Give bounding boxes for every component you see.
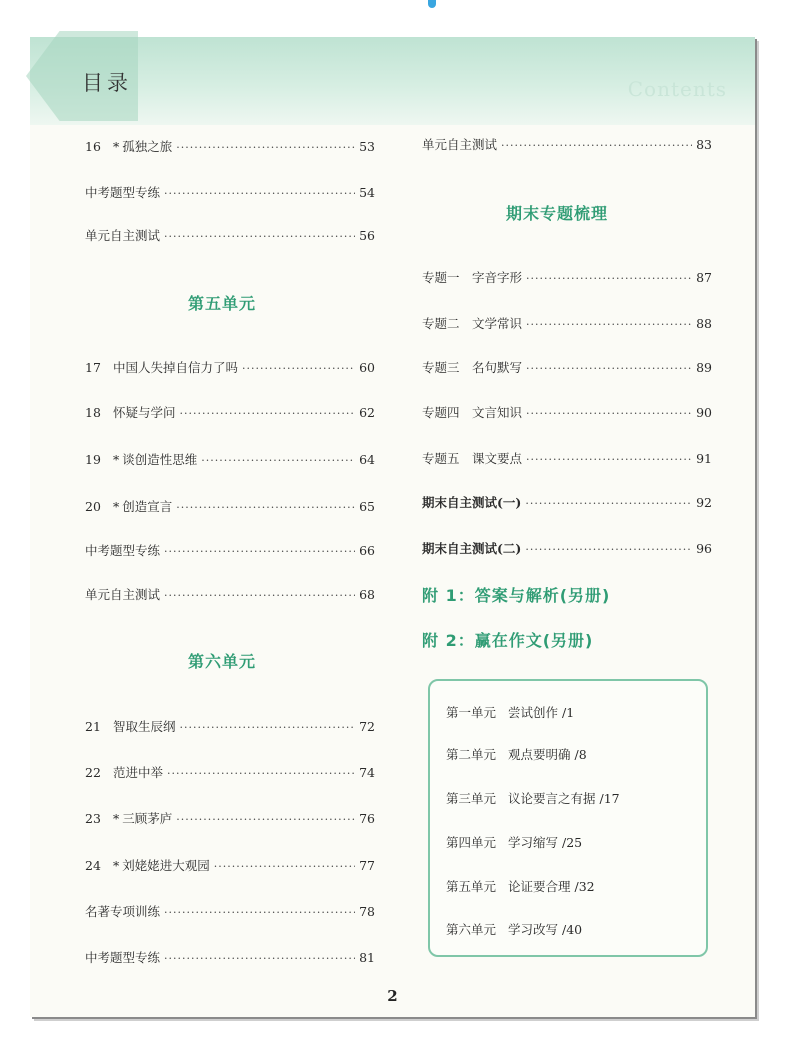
- dot-leader: [167, 767, 355, 780]
- toc-entry[interactable]: [85, 948, 375, 966]
- entry-title: 三顾茅庐: [122, 811, 173, 826]
- entry-number: 17: [85, 360, 101, 375]
- entry-title: 单元自主测试: [85, 228, 161, 243]
- header-band: [30, 37, 755, 125]
- final-review-heading: 期末专题梳理: [506, 204, 609, 223]
- toc-entry[interactable]: [85, 763, 375, 781]
- entry-title: 专题三 名句默写: [422, 360, 523, 375]
- writing-unit-item[interactable]: [446, 877, 595, 895]
- entry-page: 96: [696, 541, 712, 556]
- toc-entry[interactable]: [85, 902, 375, 920]
- dot-leader: [180, 721, 356, 734]
- page-number: 2: [387, 987, 398, 1005]
- entry-page: 68: [359, 587, 375, 602]
- entry-number: 19: [85, 452, 101, 467]
- entry-title: 专题一 字音字形: [422, 270, 523, 285]
- writing-unit-item[interactable]: [446, 789, 620, 807]
- entry-title: 中考题型专练: [85, 543, 161, 558]
- entry-number: 24: [85, 858, 101, 873]
- toc-entry[interactable]: [85, 809, 375, 827]
- dot-leader: [201, 454, 355, 467]
- entry-page: 64: [359, 452, 375, 467]
- writing-unit-topic: 学习改写 /40: [508, 922, 583, 937]
- toc-entry[interactable]: [85, 403, 375, 421]
- dot-leader: [180, 407, 356, 420]
- dot-leader: [242, 362, 355, 375]
- dot-leader: [176, 501, 355, 514]
- entry-page: 78: [359, 904, 375, 919]
- toc-entry[interactable]: [85, 717, 375, 735]
- dot-leader: [526, 453, 692, 466]
- entry-page: 74: [359, 765, 375, 780]
- writing-unit-item[interactable]: [446, 920, 582, 938]
- entry-title: 怀疑与学问: [113, 405, 176, 420]
- writing-unit-topic: 尝试创作 /1: [508, 705, 575, 720]
- toc-entry[interactable]: [422, 358, 712, 376]
- star-marker: *: [113, 858, 120, 873]
- entry-number: 22: [85, 765, 101, 780]
- unit5-heading: 第五单元: [188, 294, 257, 313]
- toc-entry[interactable]: [85, 585, 375, 603]
- entry-page: 88: [696, 316, 712, 331]
- dot-leader: [164, 187, 355, 200]
- entry-page: 60: [359, 360, 375, 375]
- binder-clip-marker: [428, 0, 436, 8]
- star-marker: *: [113, 452, 120, 467]
- entry-page: 87: [696, 270, 712, 285]
- entry-title: 中考题型专练: [85, 950, 161, 965]
- entry-page: 76: [359, 811, 375, 826]
- toc-entry[interactable]: [422, 493, 712, 511]
- dot-leader: [526, 318, 692, 331]
- writing-unit-item[interactable]: [446, 703, 574, 721]
- dot-leader: [526, 407, 692, 420]
- entry-title: 刘姥姥进大观园: [122, 858, 210, 873]
- dot-leader: [501, 139, 692, 152]
- toc-entry[interactable]: [422, 268, 712, 286]
- writing-unit-item[interactable]: [446, 833, 582, 851]
- entry-title: 专题二 文学常识: [422, 316, 523, 331]
- toc-entry[interactable]: [85, 137, 375, 155]
- page-title-english: Contents: [627, 77, 727, 101]
- writing-units-box: [428, 679, 708, 957]
- dot-leader: [164, 545, 355, 558]
- toc-entry[interactable]: [422, 314, 712, 332]
- entry-title: 专题五 课文要点: [422, 451, 523, 466]
- dot-leader: [164, 906, 355, 919]
- toc-entry[interactable]: [85, 183, 375, 201]
- star-marker: *: [113, 811, 120, 826]
- entry-page: 65: [359, 499, 375, 514]
- entry-page: 77: [359, 858, 375, 873]
- entry-page: 66: [359, 543, 375, 558]
- writing-unit-topic: 议论要言之有据 /17: [508, 791, 620, 806]
- entry-page: 89: [696, 360, 712, 375]
- writing-unit-label: 第四单元: [446, 835, 497, 850]
- toc-entry[interactable]: [85, 358, 375, 376]
- dot-leader: [525, 497, 692, 510]
- dot-leader: [164, 230, 355, 243]
- entry-page: 56: [359, 228, 375, 243]
- entry-page: 54: [359, 185, 375, 200]
- entry-title: 期末自主测试(二): [422, 541, 522, 556]
- writing-unit-item[interactable]: [446, 745, 587, 763]
- toc-entry[interactable]: [85, 856, 375, 874]
- entry-title: 范进中举: [113, 765, 164, 780]
- entry-page: 72: [359, 719, 375, 734]
- writing-unit-label: 第三单元: [446, 791, 497, 806]
- entry-number: 18: [85, 405, 101, 420]
- entry-title: 谈创造性思维: [122, 452, 198, 467]
- entry-title: 名著专项训练: [85, 904, 161, 919]
- entry-title: 中国人失掉自信力了吗: [113, 360, 239, 375]
- entry-title: 期末自主测试(一): [422, 495, 522, 510]
- star-marker: *: [113, 139, 120, 154]
- unit6-heading: 第六单元: [188, 652, 257, 671]
- entry-title: 智取生辰纲: [113, 719, 176, 734]
- toc-entry[interactable]: [85, 450, 375, 468]
- writing-unit-label: 第六单元: [446, 922, 497, 937]
- dot-leader: [164, 952, 355, 965]
- entry-page: 83: [696, 137, 712, 152]
- star-marker: *: [113, 499, 120, 514]
- entry-page: 91: [696, 451, 712, 466]
- writing-unit-topic: 论证要合理 /32: [508, 879, 595, 894]
- dot-leader: [526, 272, 692, 285]
- dot-leader: [214, 860, 355, 873]
- entry-title: 中考题型专练: [85, 185, 161, 200]
- writing-unit-label: 第五单元: [446, 879, 497, 894]
- toc-entry[interactable]: [85, 226, 375, 244]
- writing-unit-label: 第一单元: [446, 705, 497, 720]
- appendix-1[interactable]: 附 1：答案与解析(另册): [422, 586, 611, 605]
- toc-page: [30, 37, 755, 1017]
- entry-page: 62: [359, 405, 375, 420]
- dot-leader: [525, 543, 692, 556]
- entry-number: 16: [85, 139, 101, 154]
- writing-unit-label: 第二单元: [446, 747, 497, 762]
- entry-title: 单元自主测试: [85, 587, 161, 602]
- entry-page: 90: [696, 405, 712, 420]
- entry-number: 23: [85, 811, 101, 826]
- entry-title: 单元自主测试: [422, 137, 498, 152]
- entry-number: 21: [85, 719, 101, 734]
- dot-leader: [176, 141, 355, 154]
- dot-leader: [176, 813, 355, 826]
- dot-leader: [526, 362, 692, 375]
- entry-page: 92: [696, 495, 712, 510]
- appendix-2[interactable]: 附 2：赢在作文(另册): [422, 631, 594, 650]
- entry-page: 81: [359, 950, 375, 965]
- writing-unit-topic: 观点要明确 /8: [508, 747, 587, 762]
- entry-title: 创造宣言: [122, 499, 173, 514]
- writing-unit-topic: 学习缩写 /25: [508, 835, 583, 850]
- toc-entry[interactable]: [85, 541, 375, 559]
- entry-title: 专题四 文言知识: [422, 405, 523, 420]
- page-title: 目录: [82, 71, 132, 95]
- entry-page: 53: [359, 139, 375, 154]
- toc-entry[interactable]: [422, 449, 712, 467]
- toc-entry[interactable]: [422, 135, 712, 153]
- toc-entry[interactable]: [422, 403, 712, 421]
- entry-number: 20: [85, 499, 101, 514]
- toc-entry[interactable]: [85, 497, 375, 515]
- toc-entry[interactable]: [422, 539, 712, 557]
- entry-title: 孤独之旅: [122, 139, 173, 154]
- dot-leader: [164, 589, 355, 602]
